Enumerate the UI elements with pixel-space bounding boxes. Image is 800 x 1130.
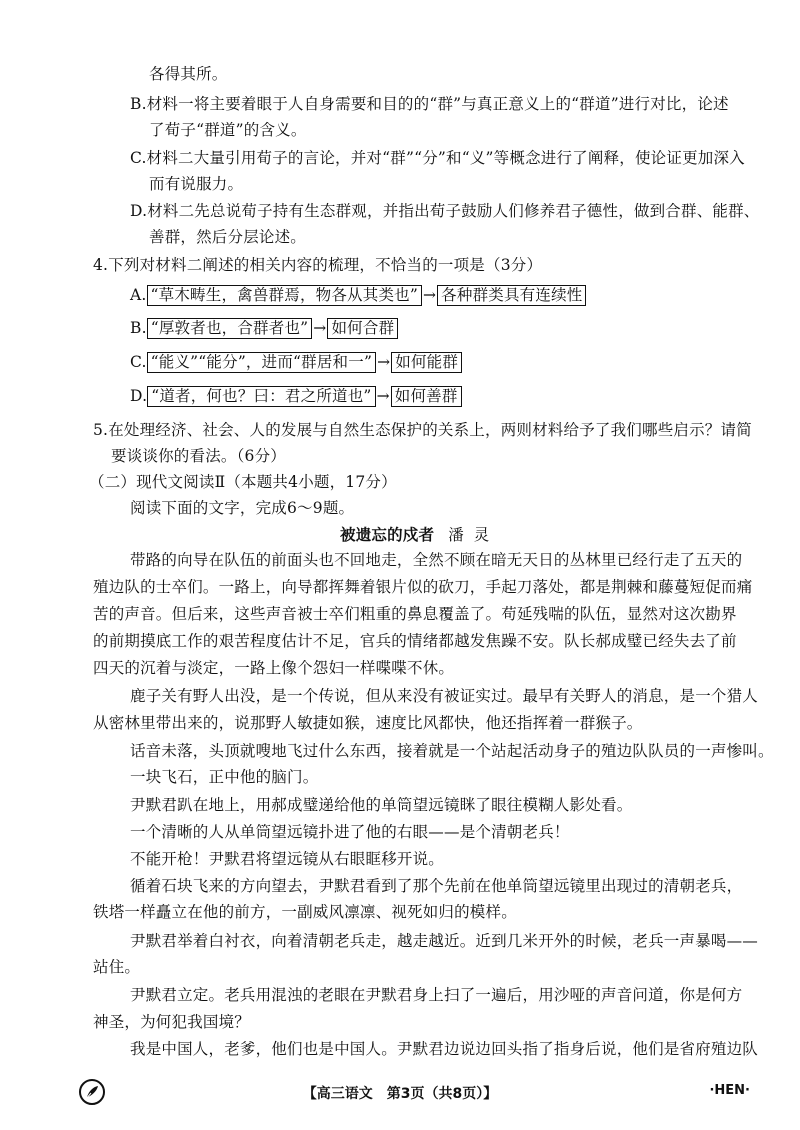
option-d-line1: D.材料二先总说荀子持有生态群观，并指出荀子鼓励人们修养君子德性，做到合群、能群、 <box>130 202 760 220</box>
arrow-icon: → <box>422 286 437 304</box>
q4-option-letter: A. <box>130 286 147 304</box>
q4-option-quote-box: “草木畴生，禽兽群焉，物各从其类也” <box>147 285 422 306</box>
q4-option-summary-box: 各种群类具有连续性 <box>437 285 586 306</box>
paper-code: ·HEN· <box>709 1083 750 1098</box>
q4-option-quote-box: “厚敦者也，合群者也” <box>147 318 313 339</box>
option-b-line1: B.材料一将主要着眼于人自身需要和目的的“群”与真正意义上的“群道”进行对比，论述 <box>130 95 729 113</box>
q4-stem: 4.下列对材料二阐述的相关内容的梳理，不恰当的一项是（3分） <box>93 256 543 274</box>
story-line: 尹默君举着白衬衣，向着清朝老兵走，越走越近。近到几米开外的时候，老兵一声暴喝—— <box>130 932 759 950</box>
option-c-line2: 而有说服力。 <box>149 175 244 193</box>
story-line: 铁塔一样矗立在他的前方，一副威风凛凛、视死如归的模样。 <box>93 903 517 921</box>
q4-option-letter: D. <box>130 387 148 405</box>
arrow-icon: → <box>377 353 391 371</box>
option-c-line1: C.材料二大量引用荀子的言论，并对“群”“分”和“义”等概念进行了阐释，使论证更加深入 <box>130 149 745 167</box>
story-line: 尹默君趴在地上，用郝成璧递给他的单筒望远镜眯了眼往模糊人影处看。 <box>130 796 633 814</box>
option-b-line2: 了荀子“群道”的含义。 <box>149 121 307 139</box>
story-line: 带路的向导在队伍的前面头也不回地走，全然不顾在暗无天日的丛林里已经行走了五天的 <box>130 551 743 569</box>
story-line: 尹默君立定。老兵用混浊的老眼在尹默君身上扫了一遍后，用沙哑的声音问道，你是何方 <box>130 986 743 1004</box>
story-title-line <box>340 525 499 545</box>
arrow-icon: → <box>376 387 390 405</box>
story-line: 一块飞石，正中他的脑门。 <box>130 768 319 786</box>
story-line: 话音未落，头顶就嗖地飞过什么东西，接着就是一个站起活动身子的殖边队队员的一声惨叫。 <box>130 742 774 760</box>
story-line: 的前期摸底工作的艰苦程度估计不足，官兵的情绪都越发焦躁不安。队长郝成璧已经失去了前 <box>93 632 737 650</box>
page-footer <box>0 1078 800 1108</box>
story-author: 潘灵 <box>448 526 500 544</box>
story-line: 一个清晰的人从单筒望远镜扑进了他的右眼——是个清朝老兵！ <box>130 823 570 841</box>
story-line: 殖边队的士卒们。一路上，向导都挥舞着银片似的砍刀，手起刀落处，都是荆棘和藤蔓短促而痛 <box>93 578 753 596</box>
q4-option-letter: C. <box>130 353 147 371</box>
q4-option-summary-box: 如何合群 <box>327 318 398 339</box>
page-info: 【高三语文 第3页（共8页）】 <box>302 1086 498 1102</box>
story-line: 循着石块飞来的方向望去，尹默君看到了那个先前在他单筒望远镜里出现过的清朝老兵， <box>130 877 743 895</box>
q4-option-d <box>130 386 462 407</box>
option-d-line2: 善群，然后分层论述。 <box>149 228 307 246</box>
story-title: 被遗忘的戍者 <box>340 525 435 544</box>
q4-option-quote-box: “能义”“能分”，进而“群居和一” <box>147 352 376 373</box>
story-line: 站住。 <box>93 958 141 976</box>
q4-option-summary-box: 如何能群 <box>391 352 462 373</box>
section-instruction: 阅读下面的文字，完成6～9题。 <box>130 499 355 517</box>
story-line: 不能开枪！尹默君将望远镜从右眼眶移开说。 <box>130 850 445 868</box>
q5-line1: 5.在处理经济、社会、人的发展与自然生态保护的关系上，两则材料给予了我们哪些启示？请简 <box>93 421 752 439</box>
story-line: 苦的声音。但后来，这些声音被士卒们粗重的鼻息覆盖了。苟延残喘的队伍，显然对这次勘界 <box>93 605 737 623</box>
q4-option-a <box>130 285 586 306</box>
story-line: 从密林里带出来的，说那野人敏捷如猴，速度比风都快，他还指挥着一群猴子。 <box>93 714 643 732</box>
q4-option-c <box>130 352 462 373</box>
q4-option-summary-box: 如何善群 <box>391 386 462 407</box>
section-heading: （二）现代文阅读Ⅱ（本题共4小题，17分） <box>89 473 397 491</box>
q5-line2: 要谈谈你的看法。（6分） <box>111 447 287 465</box>
arrow-icon: → <box>313 319 327 337</box>
story-line: 四天的沉着与淡定，一路上像个怨妇一样喋喋不休。 <box>93 659 455 677</box>
story-line: 神圣，为何犯我国境？ <box>93 1013 251 1031</box>
story-line: 鹿子关有野人出没，是一个传说，但从来没有被证实过。最早有关野人的消息，是一个猎人 <box>130 687 759 705</box>
q4-option-b <box>130 318 398 339</box>
q4-option-letter: B. <box>130 319 147 337</box>
option-a-tail: 各得其所。 <box>149 65 228 83</box>
q4-option-quote-box: “道者，何也？曰：君之所道也” <box>147 386 375 407</box>
story-line: 我是中国人，老爹，他们也是中国人。尹默君边说边回头指了指身后说，他们是省府殖边队 <box>130 1040 759 1058</box>
